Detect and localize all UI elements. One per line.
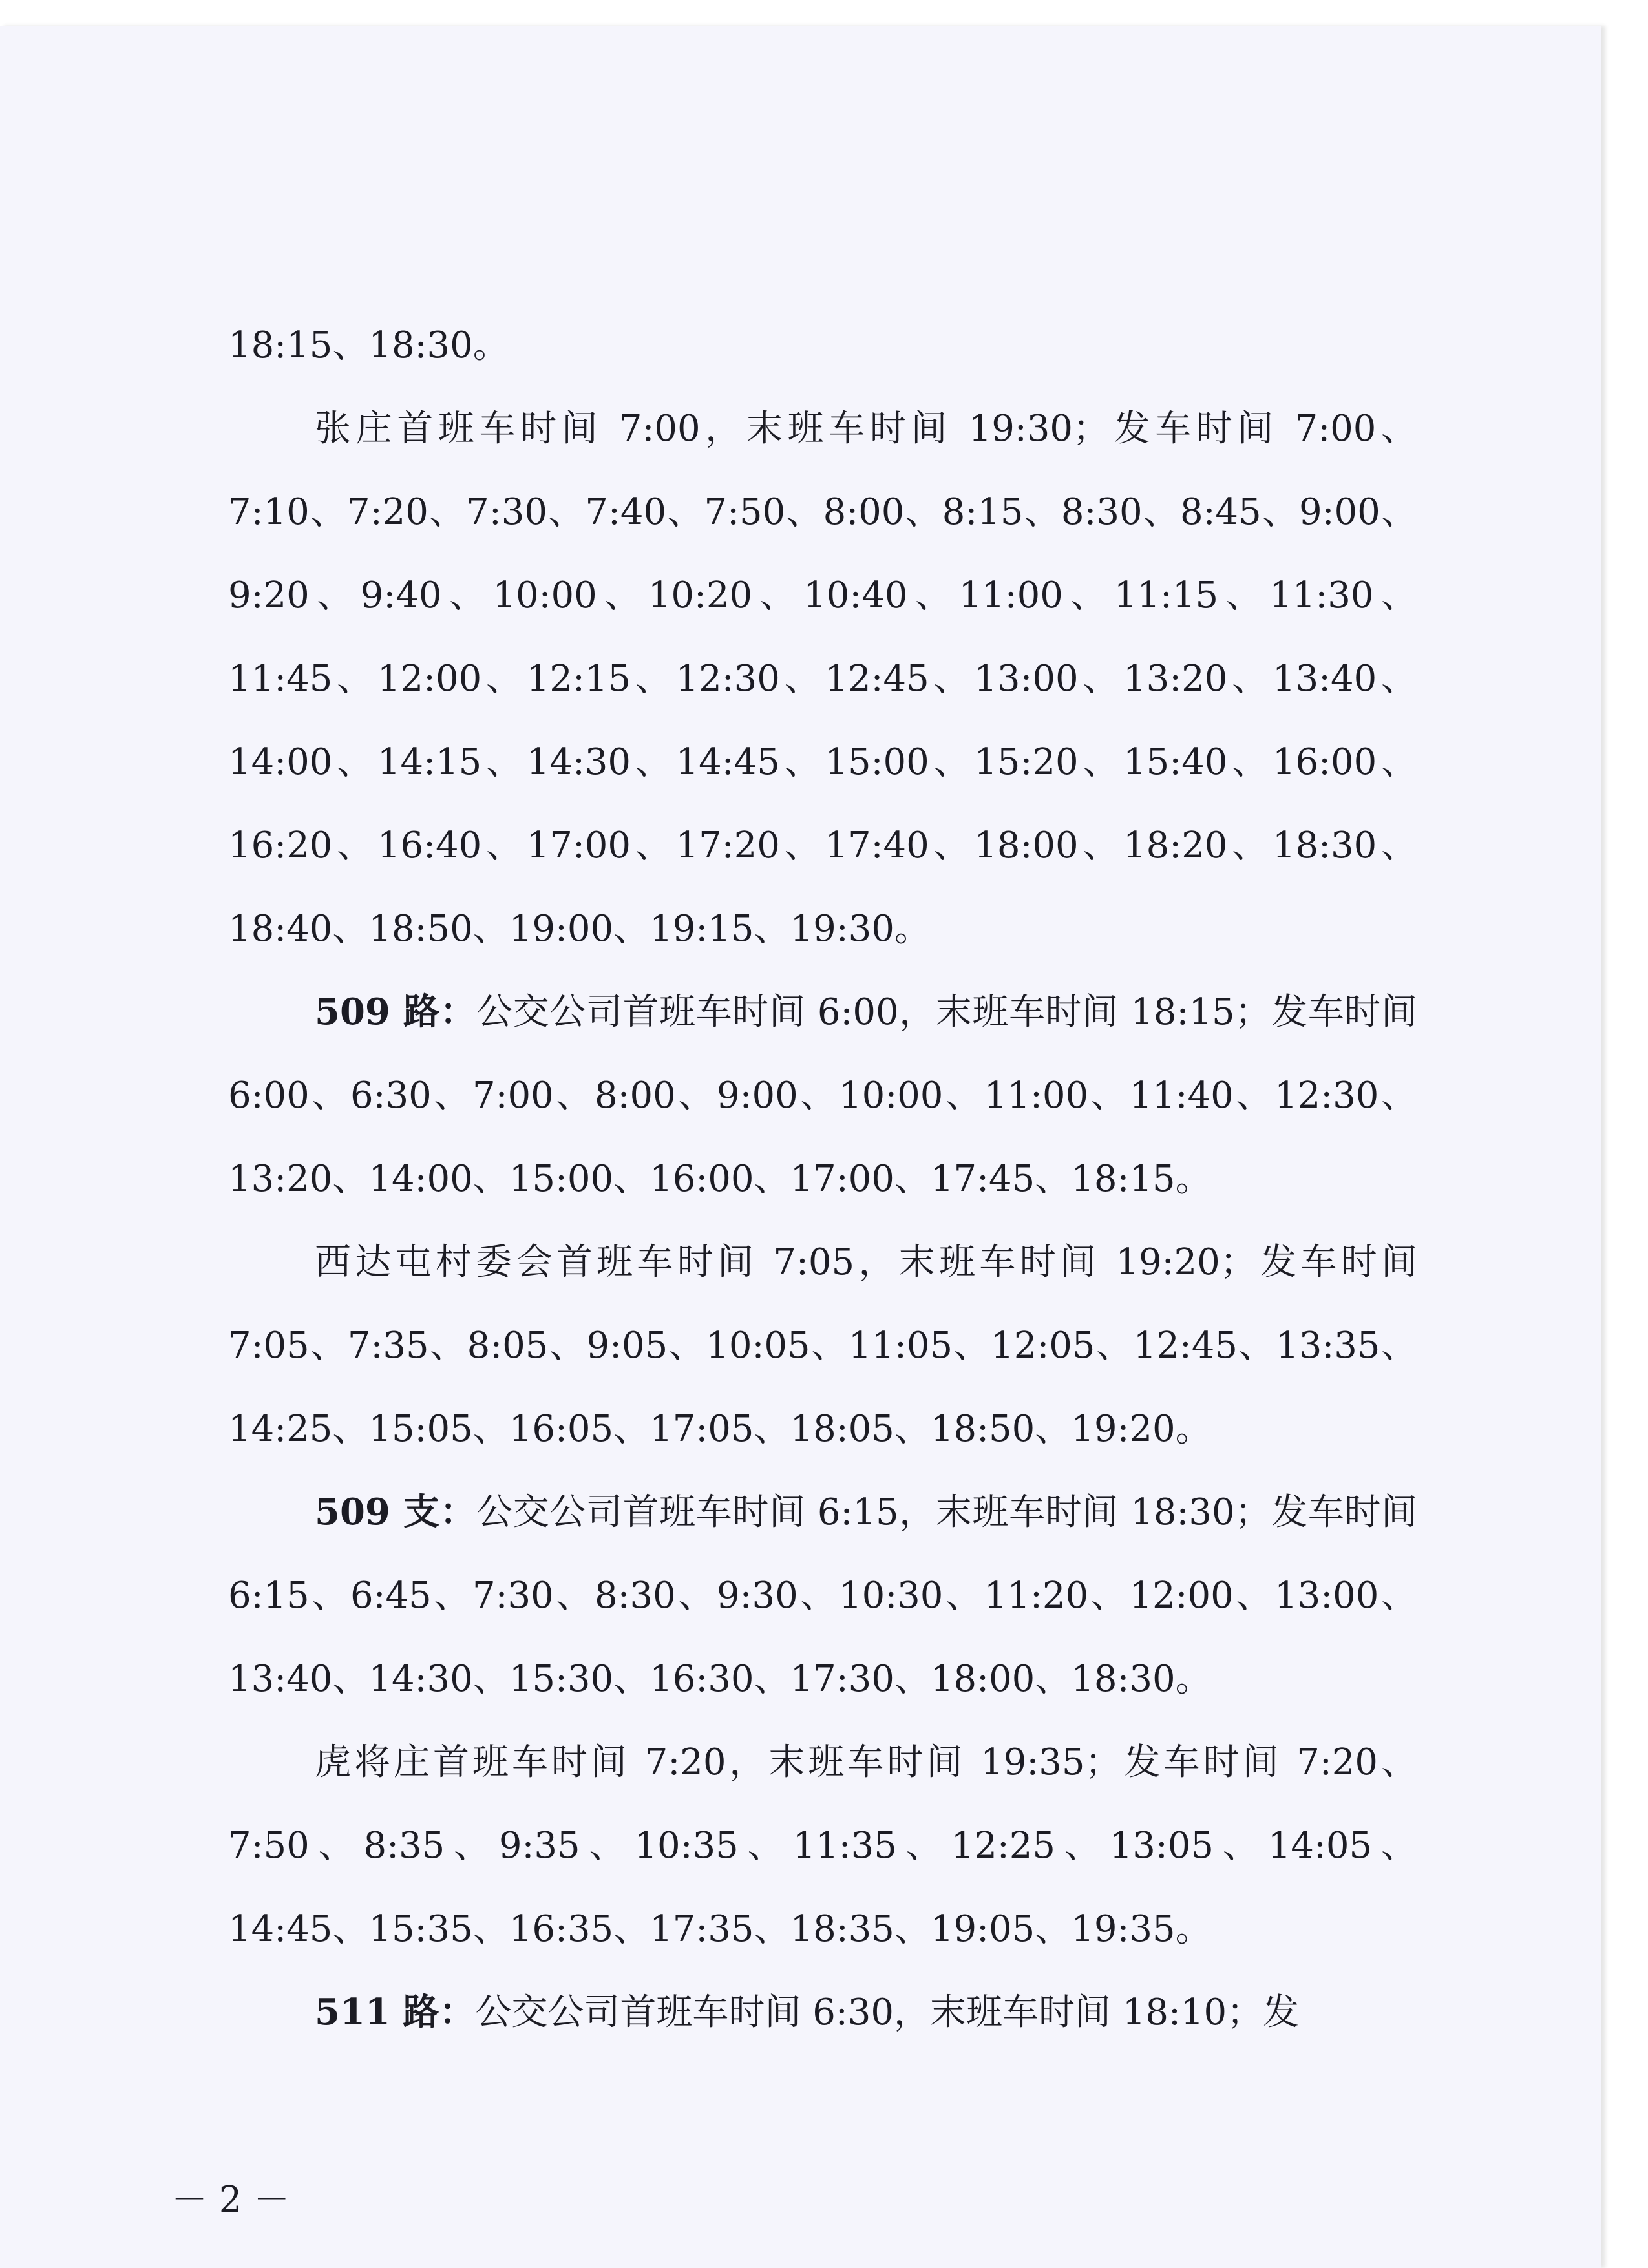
- paragraph-6: [228, 1721, 1417, 1971]
- document-page: [0, 26, 1601, 2268]
- page-number: － 2 －: [171, 2179, 290, 2221]
- paragraph-text: 张庄首班车时间 7:00，末班车时间 19:30；发车时间 7:00、7:10、7:20、7:30、7:40、7:50、8:00、8:15、8:30、8:45、9:00、9:20、9:40、10:00、10:20、10:40、11:00、11:15、11:30、11:45、12:00、12:15、12:30、12:45、13:00、13:20、13:40、14:00、14:15、14:30、14:45、15:00、15:20、15:40、16:00、16:20、16:40、17:00、17:20、17:40、18:00、18:20、18:30、18:40、18:50、19:00、19:15、19:30。: [228, 408, 1417, 950]
- paragraph-text: 公交公司首班车时间 6:00，末班车时间 18:15；发车时间 6:00、6:30、7:00、8:00、9:00、10:00、11:00、11:40、12:30、13:20、14:00、15:00、16:00、17:00、17:45、18:15。: [228, 991, 1418, 1200]
- body-text: [228, 304, 1417, 2054]
- paragraph-5: [228, 1471, 1417, 1721]
- paragraph-text: 西达屯村委会首班车时间 7:05，末班车时间 19:20；发车时间 7:05、7:35、8:05、9:05、10:05、11:05、12:05、12:45、13:35、14:25、15:05、16:05、17:05、18:05、18:50、19:20。: [228, 1241, 1417, 1450]
- paragraph-text: 虎将庄首班车时间 7:20，末班车时间 19:35；发车时间 7:20、7:50、8:35、9:35、10:35、11:35、12:25、13:05、14:05、14:45、15:35、16:35、17:35、18:35、19:05、19:35。: [228, 1741, 1417, 1950]
- paragraph-4: [228, 1221, 1417, 1471]
- paragraph-text: 18:15、18:30。: [228, 324, 509, 366]
- paragraph-3: [228, 971, 1417, 1221]
- paragraph-2: [228, 387, 1417, 971]
- route-label-511: 511 路：: [315, 1991, 476, 2033]
- paragraph-text: 公交公司首班车时间 6:30，末班车时间 18:10；发: [475, 1991, 1300, 2033]
- route-label-509-branch: 509 支：: [315, 1491, 477, 1533]
- paragraph-7: [228, 1971, 1417, 2054]
- paragraph-text: 公交公司首班车时间 6:15，末班车时间 18:30；发车时间 6:15、6:45、7:30、8:30、9:30、10:30、11:20、12:00、13:00、13:40、14:30、15:30、16:30、17:30、18:00、18:30。: [228, 1491, 1418, 1700]
- paragraph-1: [228, 304, 1417, 387]
- route-label-509: 509 路：: [315, 991, 477, 1033]
